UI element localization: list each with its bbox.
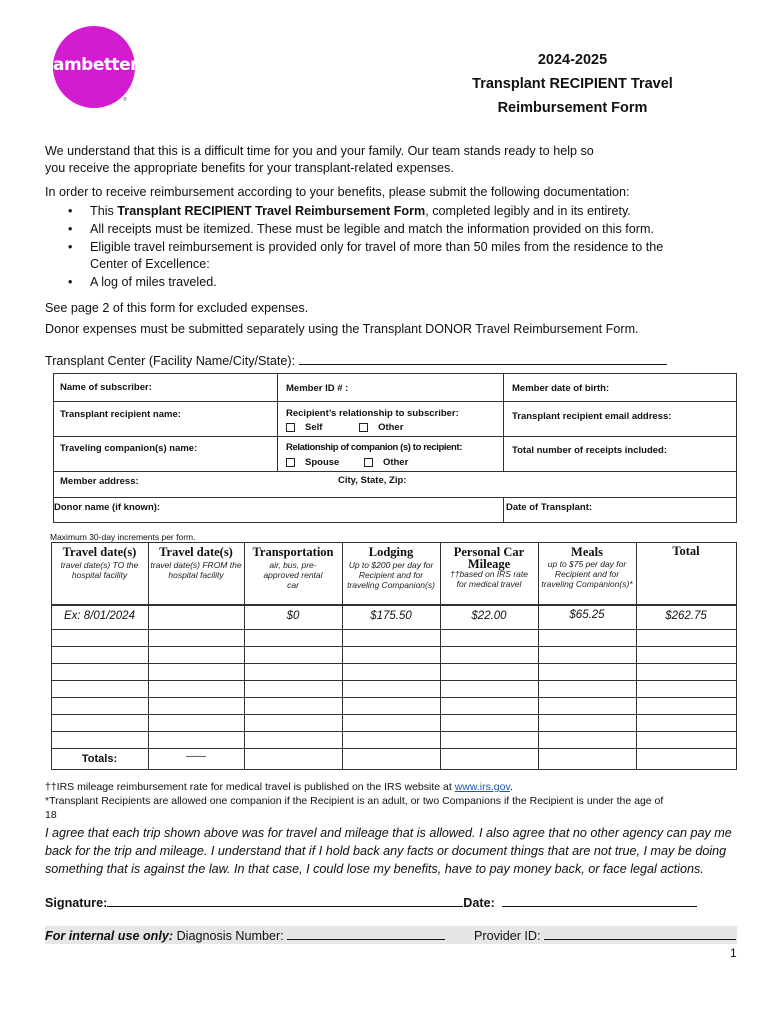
provider-field[interactable] <box>544 927 736 940</box>
signature-row <box>45 894 697 910</box>
signature-field[interactable] <box>107 894 463 907</box>
totals-dash: —— <box>186 751 206 762</box>
recipient-name-label: Transplant recipient name: <box>60 409 181 420</box>
donor-name-label: Donor name (if known): <box>54 502 161 513</box>
bullet-text: All receipts must be itemized. These must be legible and match the information provided on this form. <box>90 222 654 236</box>
relationship-label: Recipient’s relationship to subscriber: <box>286 408 459 419</box>
totals-label: Totals: <box>81 753 118 765</box>
bullet-eligible <box>68 239 748 273</box>
col-meals-header: Meals <box>571 545 603 559</box>
self-checkbox[interactable] <box>286 423 295 432</box>
bullet-miles <box>68 274 748 291</box>
transplant-center-row <box>45 352 745 370</box>
bullet-bold-text: Transplant RECIPIENT Travel Reimbursement Form <box>117 204 426 218</box>
page-number: 1 <box>730 946 737 960</box>
title-year: 2024-2025 <box>537 52 608 68</box>
member-info-table <box>53 373 737 523</box>
travel-expense-table <box>51 542 737 770</box>
bullet-dot: • <box>68 240 73 254</box>
col-travel-to-sub: travel date(s) TO the hospital facility <box>60 560 139 580</box>
spouse-checkbox[interactable] <box>286 458 295 467</box>
col-mileage-header: Personal Car Mileage <box>453 545 525 571</box>
logo-text: ambetter. <box>53 55 142 75</box>
companion-footnote-line1: *Transplant Recipients are allowed one companion if the Recipient is an adult, or two Companions if the Recipient is under the age of <box>45 795 664 807</box>
internal-use-label: For internal use only: <box>45 929 174 943</box>
col-meals-sub: up to $75 per day for Recipient and for traveling Companion(s)* <box>541 559 633 589</box>
col-lodging-sub: Up to $200 per day for Recipient and for traveling Companion(s) <box>347 560 435 590</box>
max-days-note: Maximum 30-day increments per form. <box>50 532 196 542</box>
other-companion-label: Other <box>382 457 409 468</box>
bullet-text: , completed legibly and in its entirety. <box>425 204 631 218</box>
bullet-form <box>68 203 748 220</box>
agreement-line1: I agree that each trip shown above was for travel and mileage that is allowed. I also agree that no other agency can pay me <box>45 826 732 840</box>
diagnosis-field[interactable] <box>287 927 445 940</box>
other-label: Other <box>378 422 404 433</box>
companion-name-label: Traveling companion(s) name: <box>60 443 198 454</box>
agreement-statement <box>45 824 735 878</box>
irs-footnote-end: . <box>509 781 513 793</box>
bullet-dot: • <box>68 204 73 218</box>
companion-footnote <box>45 794 745 822</box>
relationship-options <box>286 422 403 433</box>
bullet-text: Eligible travel reimbursement is provided only for travel of more than 50 miles from the residence to the <box>90 240 664 254</box>
logo-trademark: ® <box>123 97 127 103</box>
donor-note: Donor expenses must be submitted separately using the Transplant DONOR Travel Reimbursement Form. <box>45 322 639 336</box>
ambetter-logo <box>53 26 142 108</box>
provider-row <box>474 927 736 943</box>
member-address-label: Member address: <box>60 476 139 487</box>
transplant-center-field[interactable] <box>299 352 667 365</box>
bullet-text: This <box>90 204 118 218</box>
other-companion-checkbox[interactable] <box>364 458 373 467</box>
form-title <box>430 48 715 120</box>
example-lodging: $175.50 <box>370 610 412 622</box>
col-mileage-sub: ††based on IRS rate for medical travel <box>450 569 528 589</box>
signature-label: Signature: <box>45 896 108 910</box>
bullet-text: A log of miles traveled. <box>90 275 217 289</box>
date-field[interactable] <box>502 894 697 907</box>
self-label: Self <box>305 422 323 433</box>
col-transportation-sub: air, bus, pre-approved rental car <box>263 560 323 590</box>
provider-label: Provider ID: <box>474 929 541 943</box>
irs-footnote-text: ††IRS mileage reimbursement rate for medical travel is published on the IRS website at <box>45 781 455 793</box>
diagnosis-label: Diagnosis Number: <box>176 929 284 943</box>
col-total-header: Total <box>672 544 700 558</box>
documentation-intro: In order to receive reimbursement according to your benefits, please submit the following documentation: <box>45 185 630 199</box>
intro-line-1: We understand that this is a difficult time for you and your family. Our team stands ready to help so <box>45 144 594 158</box>
other-checkbox[interactable] <box>359 423 368 432</box>
col-lodging-header: Lodging <box>368 545 414 559</box>
irs-link[interactable]: www.irs.gov <box>454 781 510 793</box>
subscriber-name-label: Name of subscriber: <box>60 382 152 393</box>
bullet-dot: • <box>68 275 73 289</box>
col-travel-from-header: Travel date(s) <box>159 545 233 559</box>
intro-line-2: you receive the appropriate benefits for your transplant-related expenses. <box>45 161 454 175</box>
bullet-receipts <box>68 221 748 238</box>
city-state-zip-label: City, State, Zip: <box>338 475 407 486</box>
internal-use-row <box>45 927 445 943</box>
example-mileage: $22.00 <box>471 610 507 622</box>
bullet-text: Center of Excellence: <box>90 257 210 271</box>
example-total: $262.75 <box>665 610 707 622</box>
companion-relationship-options <box>286 457 408 468</box>
transplant-date-label: Date of Transplant: <box>506 502 593 513</box>
bullet-dot: • <box>68 222 73 236</box>
example-date: Ex: 8/01/2024 <box>64 610 135 622</box>
intro-paragraph <box>45 143 745 177</box>
recipient-email-label: Transplant recipient email address: <box>512 411 672 422</box>
member-id-label: Member ID # : <box>286 383 349 394</box>
spouse-label: Spouse <box>305 457 340 468</box>
companion-relationship-label: Relationship of companion (s) to recipient: <box>286 442 462 453</box>
col-transportation-header: Transportation <box>252 545 334 559</box>
example-meals: $65.25 <box>569 609 605 621</box>
receipts-count-label: Total number of receipts included: <box>512 445 668 456</box>
title-line3: Reimbursement Form <box>497 100 648 116</box>
agreement-line2: back for the trip and mileage. I understand that if I hold back any facts or document things that are not true, I may be doing <box>45 844 727 858</box>
companion-footnote-line2: 18 <box>45 809 57 821</box>
transplant-center-label: Transplant Center (Facility Name/City/State): <box>45 354 296 368</box>
excluded-note: See page 2 of this form for excluded expenses. <box>45 301 309 315</box>
member-dob-label: Member date of birth: <box>512 383 610 394</box>
title-line2: Transplant RECIPIENT Travel <box>472 76 673 92</box>
irs-footnote <box>45 780 745 794</box>
agreement-line3: something that is against the law. In that case, I could lose my benefits, have to pay money back, or face legal actions. <box>45 862 704 876</box>
col-travel-to-header: Travel date(s) <box>62 545 137 559</box>
example-transportation: $0 <box>286 610 300 622</box>
date-label: Date: <box>463 896 495 910</box>
col-travel-from-sub: travel date(s) FROM the hospital facility <box>150 560 242 580</box>
